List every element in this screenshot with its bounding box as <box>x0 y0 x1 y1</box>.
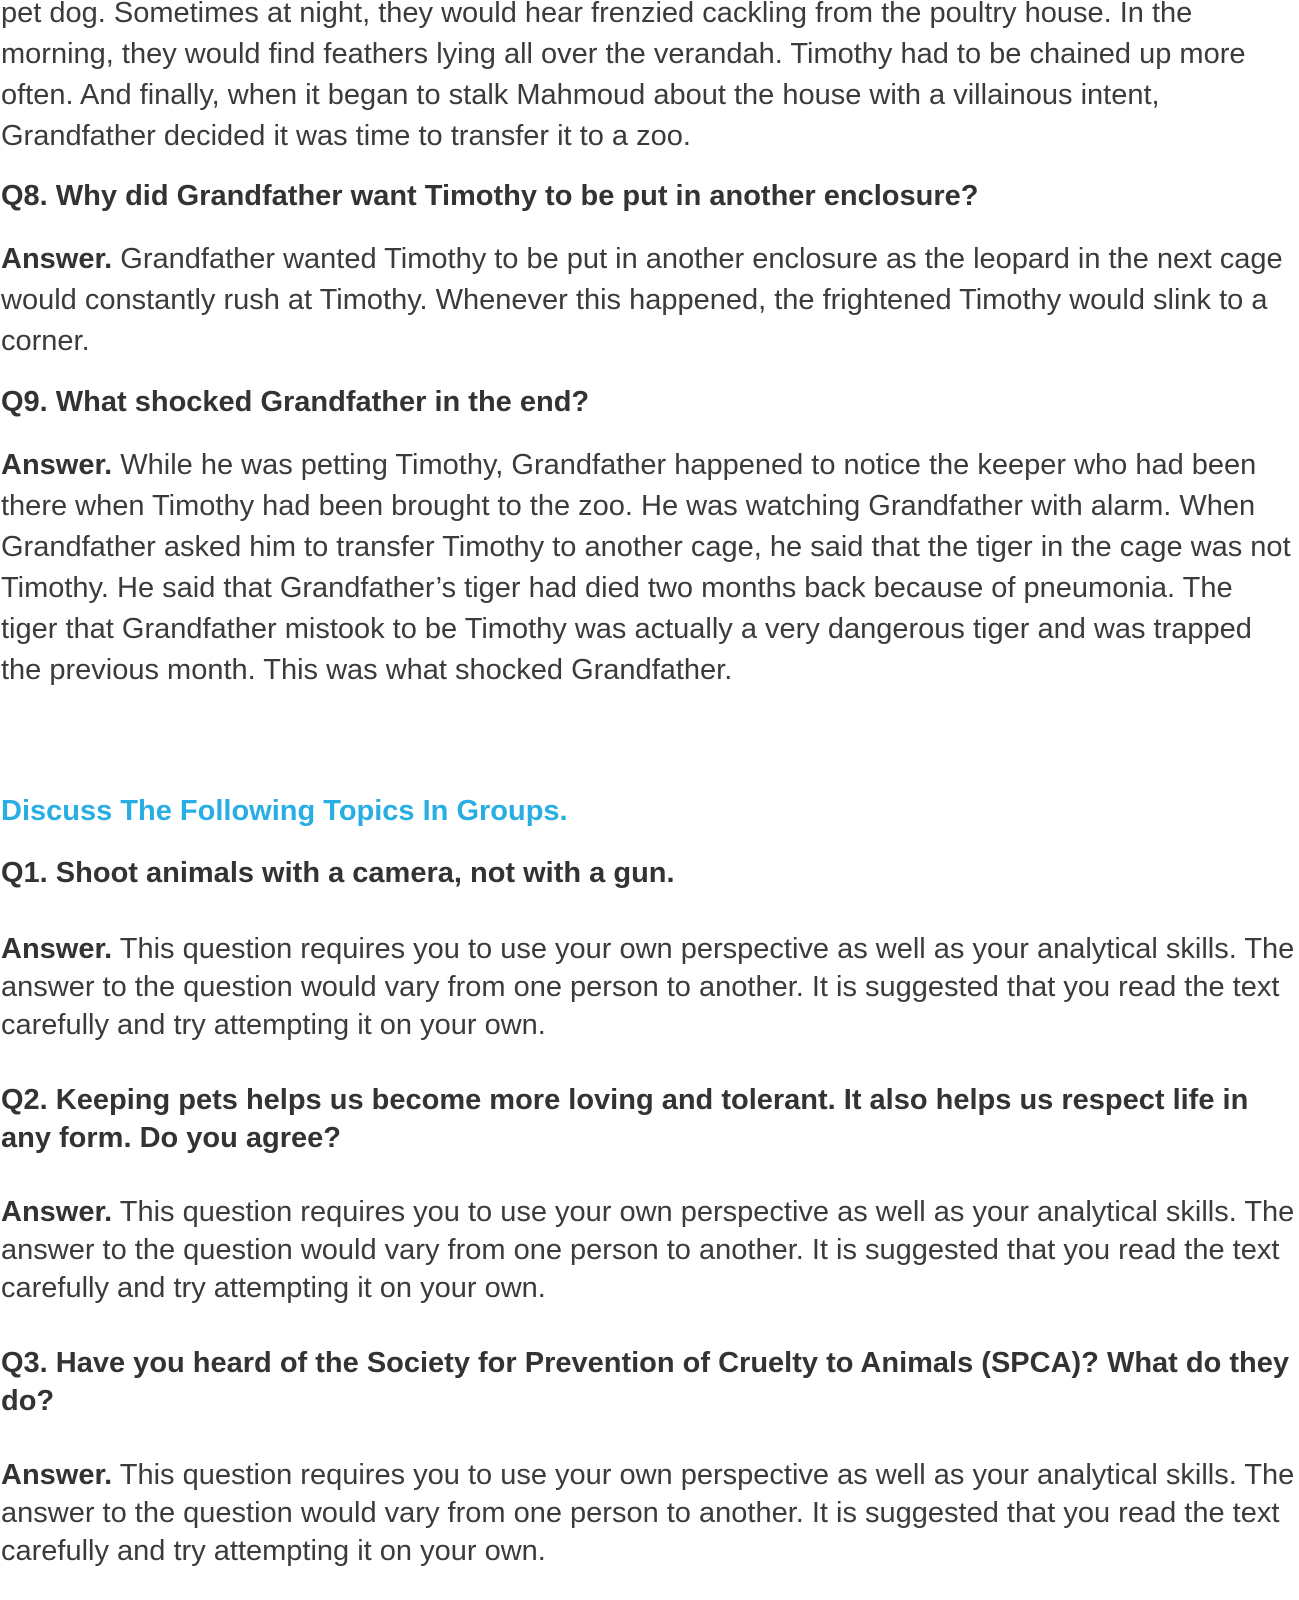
answer-label: Answer. <box>1 243 113 275</box>
answer-label: Answer. <box>1 1196 113 1228</box>
d1-question: Q1. Shoot animals with a camera, not with a gun. <box>1 857 675 889</box>
d3-question: Q3. Have you heard of the Society for Prevention of Cruelty to Animals (SPCA)? What do they do? <box>1 1347 1289 1417</box>
q9-answer-text: While he was petting Timothy, Grandfather happened to notice the keeper who had been there when Timothy had been brought to the zoo. He was watching Grandfather with alarm. When Grandfather asked him to transfer Timothy to another cage, he said that the tiger in the cage was not Timothy. He said that Grandfather’s tiger had died two months back because of pneumonia. The tiger that Grandfather mistook to be Timothy was actually a very dangerous tiger and was trapped the previous month. This was what shocked Grandfather. <box>1 449 1291 686</box>
d2-answer-text: This question requires you to use your own perspective as well as your analytical skills. The answer to the question would vary from one person to another. It is suggested that you read the text carefully and try attempting it on your own. <box>1 1196 1295 1304</box>
d1-answer <box>1 930 1297 1044</box>
q8-answer <box>1 239 1297 362</box>
q8-answer-text: Grandfather wanted Timothy to be put in another enclosure as the leopard in the next cage would constantly rush at Timothy. Whenever this happened, the frightened Timothy would slink to a corner. <box>1 243 1283 357</box>
d3-answer-text: This question requires you to use your own perspective as well as your analytical skills. The answer to the question would vary from one person to another. It is suggested that you read the text carefully and try attempting it on your own. <box>1 1459 1295 1567</box>
answer-label: Answer. <box>1 933 113 965</box>
section-heading: Discuss The Following Topics In Groups. <box>1 795 568 827</box>
answer-label: Answer. <box>1 1459 113 1491</box>
d2-question: Q2. Keeping pets helps us become more loving and tolerant. It also helps us respect life in any form. Do you agree? <box>1 1084 1249 1154</box>
q9-answer <box>1 445 1297 691</box>
intro-paragraph: pet dog. Sometimes at night, they would hear frenzied cackling from the poultry house. In the morning, they would find feathers lying all over the verandah. Timothy had to be chained up more often. And finally, when it began to stalk Mahmoud about the house with a villainous intent, Grandfather decided it was time to transfer it to a zoo. <box>1 0 1246 152</box>
d1-answer-text: This question requires you to use your own perspective as well as your analytical skills. The answer to the question would vary from one person to another. It is suggested that you read the text carefully and try attempting it on your own. <box>1 933 1295 1041</box>
d2-answer <box>1 1193 1297 1307</box>
q9-question: Q9. What shocked Grandfather in the end? <box>1 386 590 418</box>
d3-answer <box>1 1456 1297 1570</box>
q8-question: Q8. Why did Grandfather want Timothy to be put in another enclosure? <box>1 180 979 212</box>
answer-label: Answer. <box>1 449 113 481</box>
